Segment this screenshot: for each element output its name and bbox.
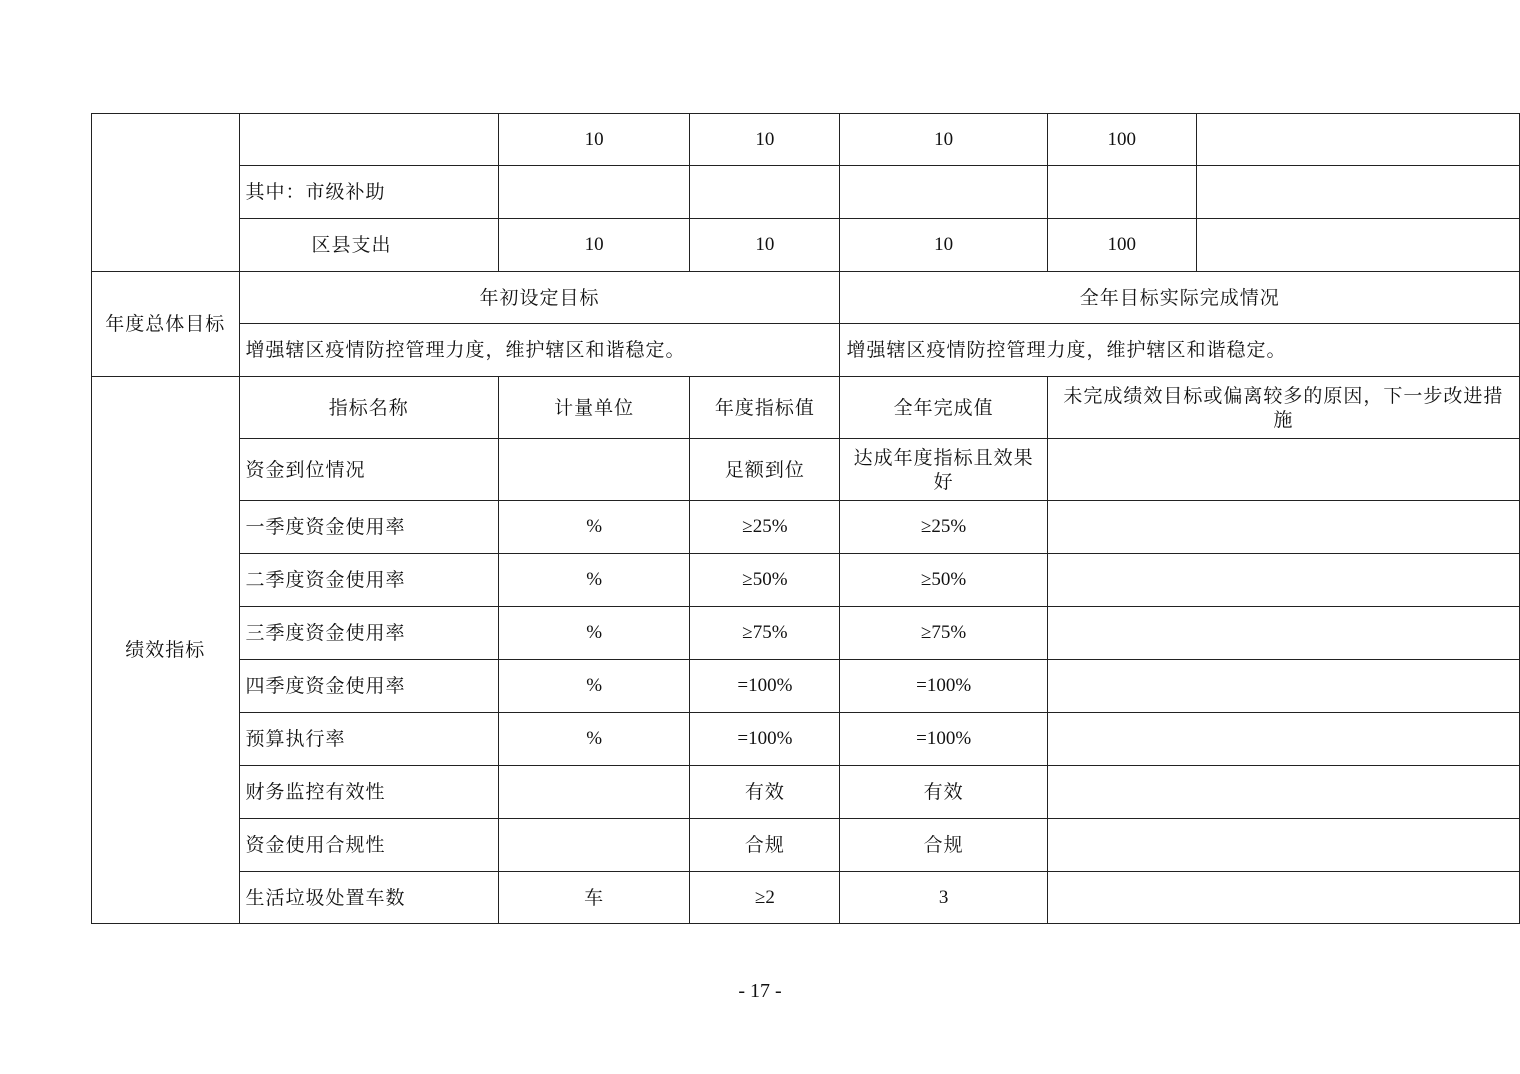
perf-section-label: 绩效指标 [92, 377, 240, 924]
goal-section-label: 年度总体目标 [92, 272, 240, 377]
perf-target: ≥50% [690, 554, 840, 607]
perf-name: 四季度资金使用率 [239, 660, 498, 713]
perf-unit [498, 439, 689, 501]
perf-unit [498, 766, 689, 819]
perf-unit: % [498, 607, 689, 660]
budget-value-1: 10 [498, 219, 689, 272]
page-number: - 17 - [738, 980, 782, 1002]
perf-row [92, 766, 1520, 819]
budget-value-1: 10 [498, 114, 689, 166]
perf-actual: 达成年度指标且效果好 [840, 439, 1047, 501]
perf-actual: =100% [840, 660, 1047, 713]
perf-name: 一季度资金使用率 [239, 501, 498, 554]
perf-reason [1047, 439, 1519, 501]
perf-target: =100% [690, 713, 840, 766]
perf-target: =100% [690, 660, 840, 713]
perf-reason [1047, 501, 1519, 554]
perf-target: ≥75% [690, 607, 840, 660]
perf-name: 三季度资金使用率 [239, 607, 498, 660]
budget-value-4: 100 [1047, 219, 1196, 272]
perf-actual: ≥75% [840, 607, 1047, 660]
perf-row [92, 501, 1520, 554]
perf-actual: 有效 [840, 766, 1047, 819]
perf-target: 有效 [690, 766, 840, 819]
goal-set-header: 年初设定目标 [239, 272, 840, 324]
perf-name: 二季度资金使用率 [239, 554, 498, 607]
perf-header-name: 指标名称 [239, 377, 498, 439]
perf-target: 足额到位 [690, 439, 840, 501]
perf-actual: ≥50% [840, 554, 1047, 607]
perf-reason [1047, 554, 1519, 607]
perf-reason [1047, 819, 1519, 872]
goal-set-text: 增强辖区疫情防控管理力度，维护辖区和谐稳定。 [239, 324, 840, 377]
budget-value-2 [690, 166, 840, 219]
perf-header-actual: 全年完成值 [840, 377, 1047, 439]
perf-name: 生活垃圾处置车数 [239, 872, 498, 924]
perf-header-reason: 未完成绩效目标或偏离较多的原因，下一步改进措施 [1047, 377, 1519, 439]
perf-row [92, 819, 1520, 872]
budget-value-4 [1047, 166, 1196, 219]
perf-reason [1047, 766, 1519, 819]
budget-section-label [92, 114, 240, 272]
perf-name: 财务监控有效性 [239, 766, 498, 819]
perf-reason [1047, 872, 1519, 924]
perf-name: 预算执行率 [239, 713, 498, 766]
budget-note [1196, 166, 1519, 219]
perf-row [92, 660, 1520, 713]
budget-district-row [92, 219, 1520, 272]
budget-value-3: 10 [840, 219, 1047, 272]
perf-unit: % [498, 501, 689, 554]
perf-unit [498, 819, 689, 872]
perf-actual: 3 [840, 872, 1047, 924]
perf-target: 合规 [690, 819, 840, 872]
performance-table [91, 113, 1520, 924]
perf-target: ≥2 [690, 872, 840, 924]
perf-actual: =100% [840, 713, 1047, 766]
perf-unit: 车 [498, 872, 689, 924]
perf-header-row [92, 377, 1520, 439]
goal-actual-header: 全年目标实际完成情况 [840, 272, 1520, 324]
perf-actual: ≥25% [840, 501, 1047, 554]
budget-total-row [92, 114, 1520, 166]
budget-city-row [92, 166, 1520, 219]
budget-value-1 [498, 166, 689, 219]
goal-header-row [92, 272, 1520, 324]
perf-unit: % [498, 713, 689, 766]
perf-target: ≥25% [690, 501, 840, 554]
perf-row [92, 439, 1520, 501]
perf-name: 资金到位情况 [239, 439, 498, 501]
perf-row [92, 713, 1520, 766]
budget-note [1196, 219, 1519, 272]
perf-reason [1047, 713, 1519, 766]
perf-row [92, 872, 1520, 924]
perf-header-target: 年度指标值 [690, 377, 840, 439]
perf-row [92, 607, 1520, 660]
perf-row [92, 554, 1520, 607]
performance-table-sheet [91, 113, 1520, 924]
budget-row-label: 其中：市级补助 [239, 166, 498, 219]
goal-text-row [92, 324, 1520, 377]
budget-value-2: 10 [690, 219, 840, 272]
perf-unit: % [498, 660, 689, 713]
goal-actual-text: 增强辖区疫情防控管理力度，维护辖区和谐稳定。 [840, 324, 1520, 377]
budget-value-2: 10 [690, 114, 840, 166]
budget-value-4: 100 [1047, 114, 1196, 166]
budget-row-label [239, 114, 498, 166]
perf-header-unit: 计量单位 [498, 377, 689, 439]
budget-row-label: 区县支出 [239, 219, 498, 272]
perf-reason [1047, 607, 1519, 660]
perf-name: 资金使用合规性 [239, 819, 498, 872]
perf-reason [1047, 660, 1519, 713]
perf-unit: % [498, 554, 689, 607]
perf-actual: 合规 [840, 819, 1047, 872]
budget-value-3: 10 [840, 114, 1047, 166]
budget-note [1196, 114, 1519, 166]
budget-value-3 [840, 166, 1047, 219]
